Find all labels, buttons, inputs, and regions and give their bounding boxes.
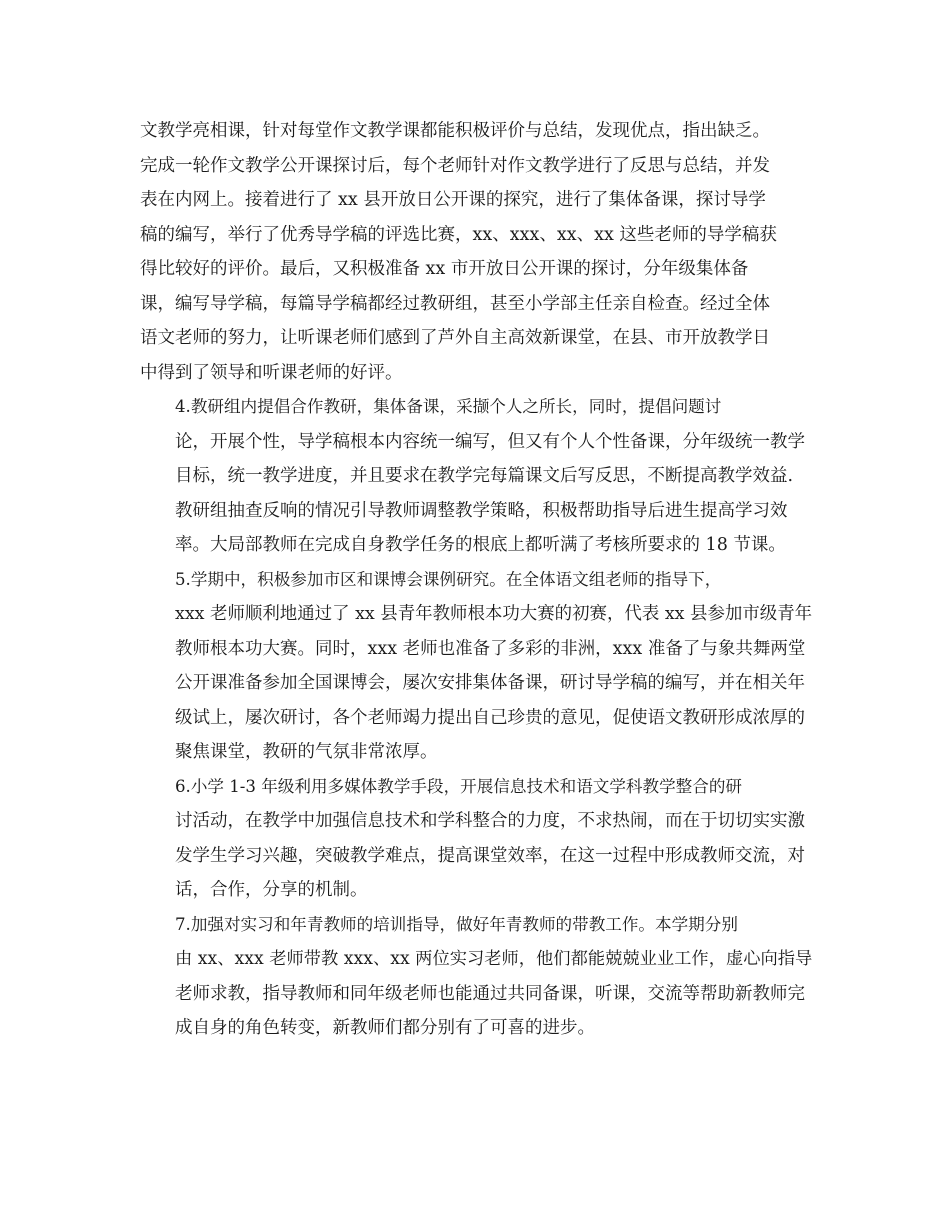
- text-line: 得比较好的评价。最后，又积极准备 xx 市开放日公开课的探讨，分年级集体备: [140, 259, 749, 279]
- text-line: 完成一轮作文教学公开课探讨后，每个老师针对作文教学进行了反思与总结，并发: [140, 155, 770, 176]
- text-line: 公开课准备参加全国课博会，屡次安排集体备课，研讨导学稿的编写，并在相关年: [175, 673, 805, 693]
- text-line: xxx 老师顺利地通过了 xx 县青年教师根本功大赛的初赛，代表 xx 县参加市级青年: [175, 604, 813, 624]
- text-line: 老师求教，指导教师和同年级老师也能通过共同备课，听课，交流等帮助新教师完: [175, 983, 805, 1004]
- text-line: 话，合作，分享的机制。: [175, 880, 368, 900]
- text-line: 级试上，屡次研讨，各个老师竭力提出自己珍贵的意见，促使语文教研形成浓厚的: [175, 707, 805, 728]
- text-line: 目标，统一教学进度，并且要求在教学完每篇课文后写反思，不断提高教学效益.: [175, 466, 794, 486]
- text-line: 4.教研组内提倡合作教研，集体备课，采撷个人之所长，同时，提倡问题讨: [175, 397, 722, 416]
- text-line: 稿的编写，举行了优秀导学稿的评选比赛，xx、xxx、xx、xx 这些老师的导学稿获: [140, 224, 777, 245]
- paragraph-item-6: [140, 770, 812, 908]
- text-line: 语文老师的努力，让听课老师们感到了芦外自主高效新课堂，在县、市开放教学日: [140, 328, 770, 348]
- text-line: 中得到了领导和听课老师的好评。: [140, 362, 403, 383]
- text-line: 聚焦课堂，教研的气氛非常浓厚。: [175, 742, 438, 762]
- paragraph-item-5: [140, 563, 812, 770]
- paragraph-item-7: [140, 908, 812, 1046]
- text-line: 教师根本功大赛。同时，xxx 老师也准备了多彩的非洲，xxx 准备了与象共舞两堂: [175, 638, 806, 659]
- text-line: 6.小学 1-3 年级利用多媒体教学手段，开展信息技术和语文学科教学整合的研: [175, 776, 742, 796]
- document-body: [140, 114, 812, 1046]
- text-line: 7.加强对实习和年青教师的培训指导，做好年青教师的带教工作。本学期分别: [175, 914, 738, 934]
- text-line: 表在内网上。接着进行了 xx 县开放日公开课的探究，进行了集体备课，探讨导学: [140, 190, 766, 210]
- text-line: 由 xx、xxx 老师带教 xxx、xx 两位实习老师，他们都能兢兢业业工作，虚心向指导: [175, 949, 813, 969]
- text-line: 文教学亮相课，针对每堂作文教学课都能积极评价与总结，发现优点，指出缺乏。: [140, 121, 770, 141]
- paragraph-continuation: [140, 114, 812, 390]
- text-line: 讨活动，在教学中加强信息技术和学科整合的力度，不求热闹，而在于切切实实激: [175, 811, 805, 831]
- text-line: 率。大局部教师在完成自身教学任务的根底上都听满了考核所要求的 18 节课。: [175, 535, 786, 555]
- text-line: 成自身的角色转变，新教师们都分别有了可喜的进步。: [175, 1018, 595, 1038]
- text-line: 课，编写导学稿，每篇导学稿都经过教研组，甚至小学部主任亲自检查。经过全体: [140, 293, 770, 314]
- text-line: 发学生学习兴趣，突破教学难点，提高课堂效率，在这一过程中形成教师交流，对: [175, 845, 805, 866]
- text-line: 论，开展个性，导学稿根本内容统一编写，但又有个人个性备课，分年级统一教学: [175, 431, 805, 452]
- text-line: 教研组抽查反响的情况引导教师调整教学策略，积极帮助指导后进生提高学习效: [175, 500, 788, 521]
- text-line: 5.学期中，积极参加市区和课博会课例研究。在全体语文组老师的指导下，: [175, 569, 722, 589]
- paragraph-item-4: [140, 390, 812, 563]
